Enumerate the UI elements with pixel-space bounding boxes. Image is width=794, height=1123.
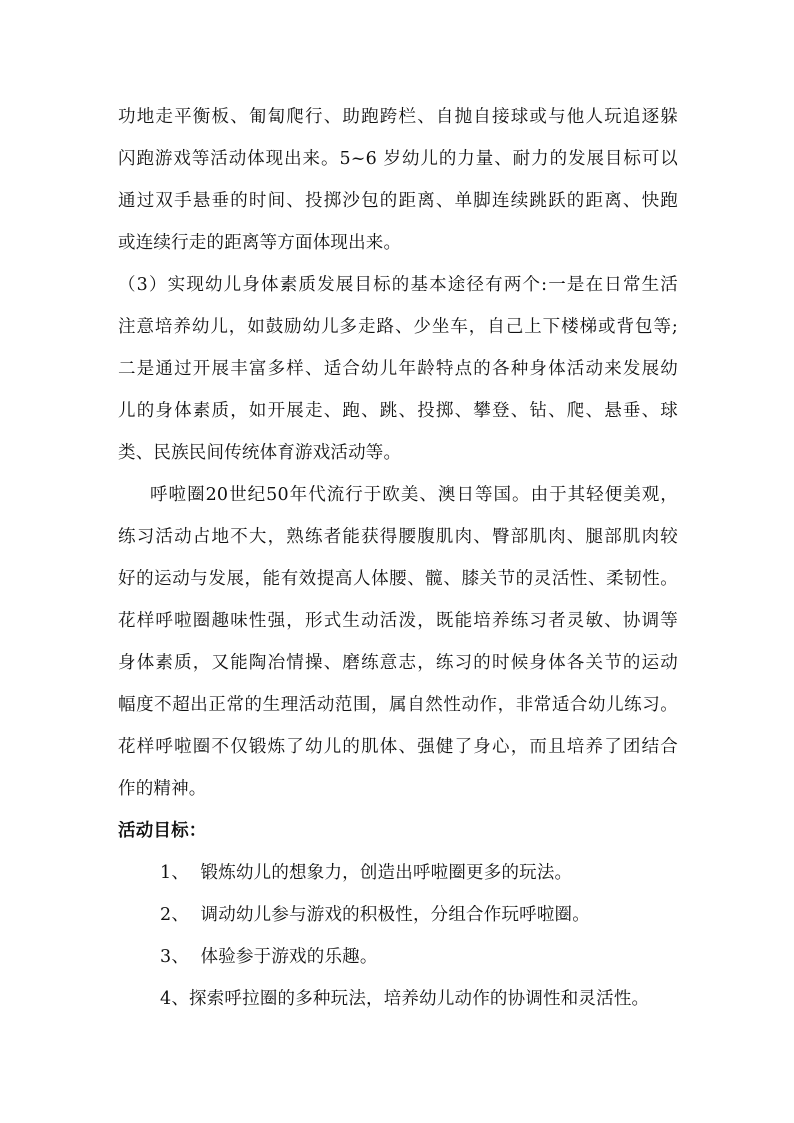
paragraph-line: 练习活动占地不大，熟练者能获得腰腹肌肉、臀部肌肉、腿部肌肉较 bbox=[118, 527, 678, 547]
paragraph-line: 好的运动与发展，能有效提高人体腰、髋、膝关节的灵活性、柔韧性。 bbox=[118, 569, 678, 589]
paragraph-line: 功地走平衡板、匍匐爬行、助跑跨栏、自抛自接球或与他人玩追逐躲 bbox=[118, 107, 678, 127]
paragraph-line: 二是通过开展丰富多样、适合幼儿年龄特点的各种身体活动来发展幼 bbox=[118, 359, 678, 379]
paragraph-line: 身体素质，又能陶冶情操、磨练意志，练习的时候身体各关节的运动 bbox=[118, 653, 678, 673]
paragraph-line: 呼啦圈20世纪50年代流行于欧美、澳日等国。由于其轻便美观， bbox=[150, 485, 678, 505]
paragraph-line: 通过双手悬垂的时间、投掷沙包的距离、单脚连续跳跃的距离、快跑 bbox=[118, 191, 678, 211]
paragraph-line: 或连续行走的距离等方面体现出来。 bbox=[118, 233, 402, 253]
paragraph-line: （3）实现幼儿身体素质发展目标的基本途径有两个:一是在日常生活 bbox=[118, 275, 678, 295]
paragraph-line: 闪跑游戏等活动体现出来。5~6 岁幼儿的力量、耐力的发展目标可以 bbox=[118, 149, 678, 169]
paragraph-line: 花样呼啦圈不仅锻炼了幼儿的肌体、强健了身心，而且培养了团结合 bbox=[118, 737, 678, 757]
paragraph-line: 作的精神。 bbox=[118, 779, 207, 799]
paragraph-line: 幅度不超出正常的生理活动范围，属自然性动作，非常适合幼儿练习。 bbox=[118, 695, 678, 715]
paragraph-line: 花样呼啦圈趣味性强，形式生动活泼，既能培养练习者灵敏、协调等 bbox=[118, 611, 678, 631]
paragraph-line: 注意培养幼儿，如鼓励幼儿多走路、少坐车，自己上下楼梯或背包等; bbox=[118, 317, 678, 337]
paragraph-line: 儿的身体素质，如开展走、跑、跳、投掷、攀登、钻、爬、悬垂、球 bbox=[118, 401, 678, 421]
goal-item: 2、 调动幼儿参与游戏的积极性，分组合作玩呼啦圈。 bbox=[160, 905, 590, 925]
paragraph-line: 类、民族民间传统体育游戏活动等。 bbox=[118, 443, 402, 463]
goal-item: 3、 体验参于游戏的乐趣。 bbox=[160, 947, 378, 967]
goals-heading: 活动目标： bbox=[118, 821, 207, 841]
goal-item: 1、 锻炼幼儿的想象力，创造出呼啦圈更多的玩法。 bbox=[160, 863, 573, 883]
goal-item: 4、探索呼拉圈的多种玩法，培养幼儿动作的协调性和灵活性。 bbox=[160, 989, 650, 1009]
